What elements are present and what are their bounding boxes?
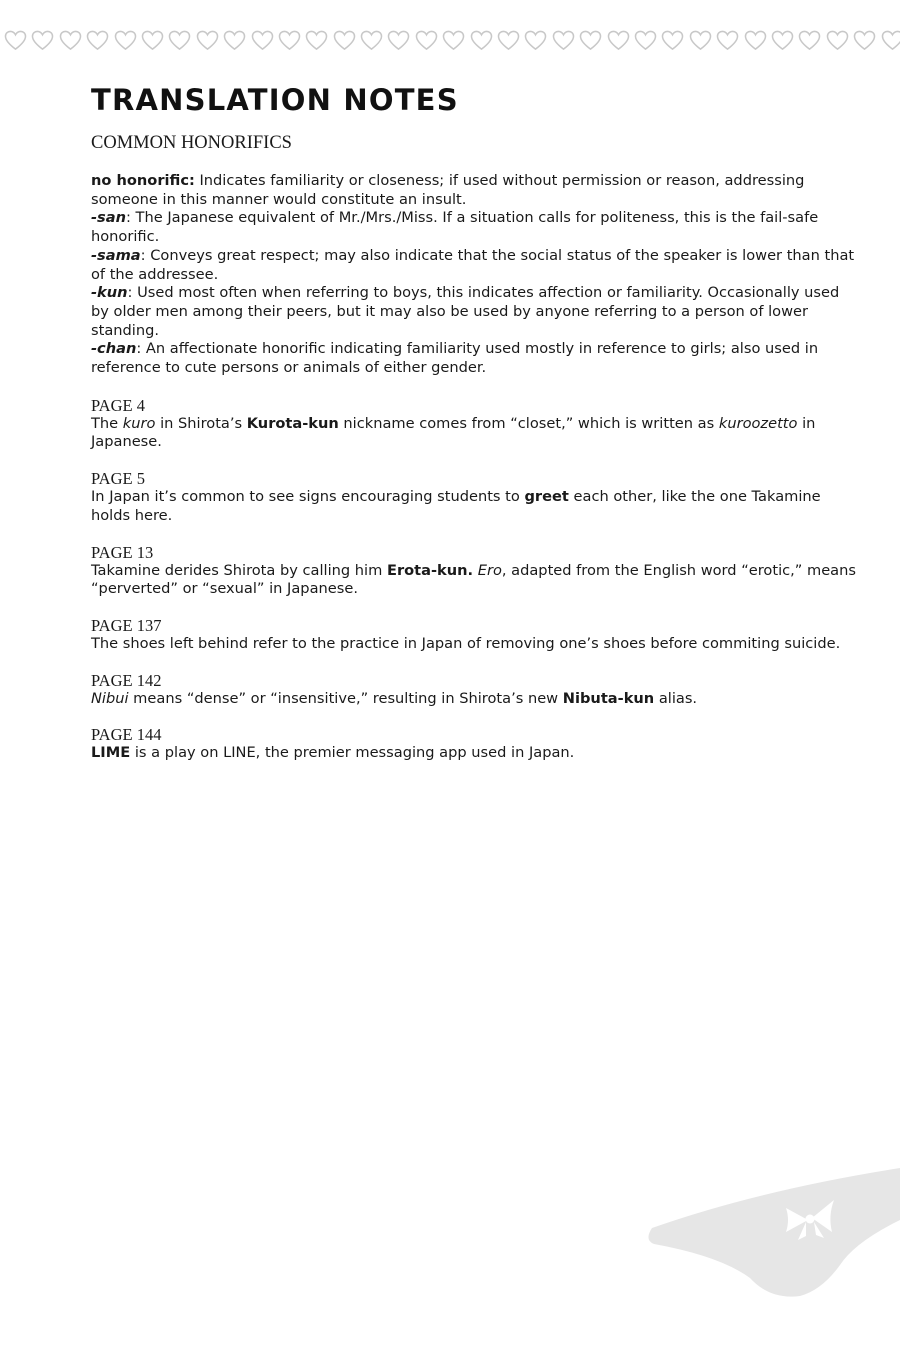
heart-outline-icon — [689, 30, 712, 51]
note-bold-term: greet — [524, 488, 569, 506]
honorific-term: -kun — [91, 284, 128, 302]
note-text — [91, 635, 861, 654]
note-italic-term: kuro — [122, 414, 156, 432]
note-text-run: Takamine derides Shirota by calling him — [91, 561, 387, 579]
heart-outline-icon — [305, 30, 328, 51]
honorific-term: no honorific: — [91, 172, 195, 189]
note-page-number: PAGE 142 — [91, 670, 162, 690]
note-text-run: is a play on LINE, the premier messaging app used in Japan. — [130, 744, 575, 762]
honorific-item — [91, 284, 861, 340]
note-page-number: PAGE 13 — [91, 542, 154, 562]
note-text — [91, 744, 861, 763]
heart-outline-icon — [661, 30, 684, 51]
note-text — [91, 562, 861, 599]
note-bold-term: Kurota-kun — [246, 414, 339, 432]
heart-outline-icon — [31, 30, 54, 51]
translation-notes-page — [91, 82, 861, 763]
heart-outline-icon — [607, 30, 630, 51]
heart-outline-icon — [196, 30, 219, 51]
note-page-142 — [91, 671, 861, 709]
honorific-term: -sama — [91, 246, 141, 264]
note-text-run: , adapted from the English word “erotic,” means “perverted” or “sexual” in Japanese. — [91, 561, 856, 598]
honorific-item — [91, 172, 861, 209]
honorific-item — [91, 340, 861, 377]
honorific-item — [91, 209, 861, 246]
note-page-number: PAGE 5 — [91, 469, 145, 489]
heart-outline-icon — [415, 30, 438, 51]
heart-outline-icon — [470, 30, 493, 51]
heart-outline-icon — [114, 30, 137, 51]
note-text-run: in Japanese. — [91, 414, 816, 451]
heart-outline-icon — [634, 30, 657, 51]
honorific-definition: : Used most often when referring to boys, this indicates affection or familiarity. Occasionally used by older men among their peers, but it may also be used by anyone referring to a person of lower standing. — [91, 284, 840, 339]
heart-outline-icon — [360, 30, 383, 51]
heart-outline-icon — [251, 30, 274, 51]
note-page-number: PAGE 144 — [91, 725, 162, 745]
note-text-run: in Shirota’s — [155, 414, 247, 432]
heart-outline-icon — [744, 30, 767, 51]
heart-outline-icon — [59, 30, 82, 51]
heart-outline-icon — [524, 30, 547, 51]
note-text-run: alias. — [654, 689, 698, 707]
note-italic-term: Nibui — [91, 689, 129, 707]
heart-outline-icon — [333, 30, 356, 51]
heart-outline-icon — [716, 30, 739, 51]
note-page-144 — [91, 725, 861, 763]
note-text-run: The — [91, 414, 123, 432]
note-italic-term: Ero — [477, 561, 502, 579]
heart-outline-icon — [168, 30, 191, 51]
note-bold-term: Nibuta-kun — [562, 689, 655, 707]
honorific-definition: : The Japanese equivalent of Mr./Mrs./Miss. If a situation calls for politeness, this is the fail-safe honorific. — [91, 209, 819, 246]
note-bold-term: Erota-kun. — [386, 561, 474, 579]
note-text-run: nickname comes from “closet,” which is written as — [338, 414, 719, 432]
note-page-4 — [91, 396, 861, 452]
note-page-137 — [91, 616, 861, 654]
note-italic-term: kuroozetto — [718, 414, 798, 432]
heart-border — [4, 30, 900, 60]
heart-outline-icon — [881, 30, 900, 51]
honorific-term: -san — [91, 209, 126, 227]
honorific-definition: : An affectionate honorific indicating familiarity used mostly in reference to girls; also used in reference to cute persons or animals of either gender. — [91, 340, 819, 377]
note-page-number: PAGE 137 — [91, 615, 162, 635]
section-heading-honorifics: COMMON HONORIFICS — [91, 133, 292, 153]
heart-outline-icon — [141, 30, 164, 51]
heart-outline-icon — [826, 30, 849, 51]
note-text — [91, 690, 861, 709]
heart-outline-icon — [387, 30, 410, 51]
heart-outline-icon — [579, 30, 602, 51]
heart-outline-icon — [497, 30, 520, 51]
note-text — [91, 415, 861, 452]
honorific-term: -chan — [91, 340, 137, 358]
honorific-definition: : Conveys great respect; may also indicate that the social status of the speaker is lower than that of the addressee. — [91, 246, 855, 283]
note-page-13 — [91, 543, 861, 599]
note-text — [91, 488, 861, 525]
heart-outline-icon — [278, 30, 301, 51]
ribbon-shape — [648, 1168, 900, 1297]
heart-outline-icon — [798, 30, 821, 51]
page-title: TRANSLATION NOTES — [91, 83, 459, 117]
note-bold-term: LIME — [91, 744, 131, 762]
note-text-run: In Japan it’s common to see signs encouraging students to — [91, 488, 525, 506]
note-text-run: means “dense” or “insensitive,” resulting in Shirota’s new — [128, 689, 563, 707]
corner-decoration — [640, 1160, 900, 1310]
heart-outline-icon — [853, 30, 876, 51]
heart-outline-icon — [4, 30, 27, 51]
honorific-definition: Indicates familiarity or closeness; if used without permission or reason, addressing someone in this manner would constitute an insult. — [91, 172, 805, 208]
note-page-5 — [91, 469, 861, 525]
heart-outline-icon — [442, 30, 465, 51]
heart-outline-icon — [86, 30, 109, 51]
note-text-run: each other, like the one Takamine holds here. — [91, 488, 821, 524]
honorifics-list — [91, 172, 861, 378]
heart-outline-icon — [552, 30, 575, 51]
heart-outline-icon — [771, 30, 794, 51]
honorific-item — [91, 247, 861, 284]
note-page-number: PAGE 4 — [91, 395, 145, 415]
heart-outline-icon — [223, 30, 246, 51]
note-text-run: The shoes left behind refer to the practice in Japan of removing one’s shoes before commiting suicide. — [91, 634, 841, 652]
